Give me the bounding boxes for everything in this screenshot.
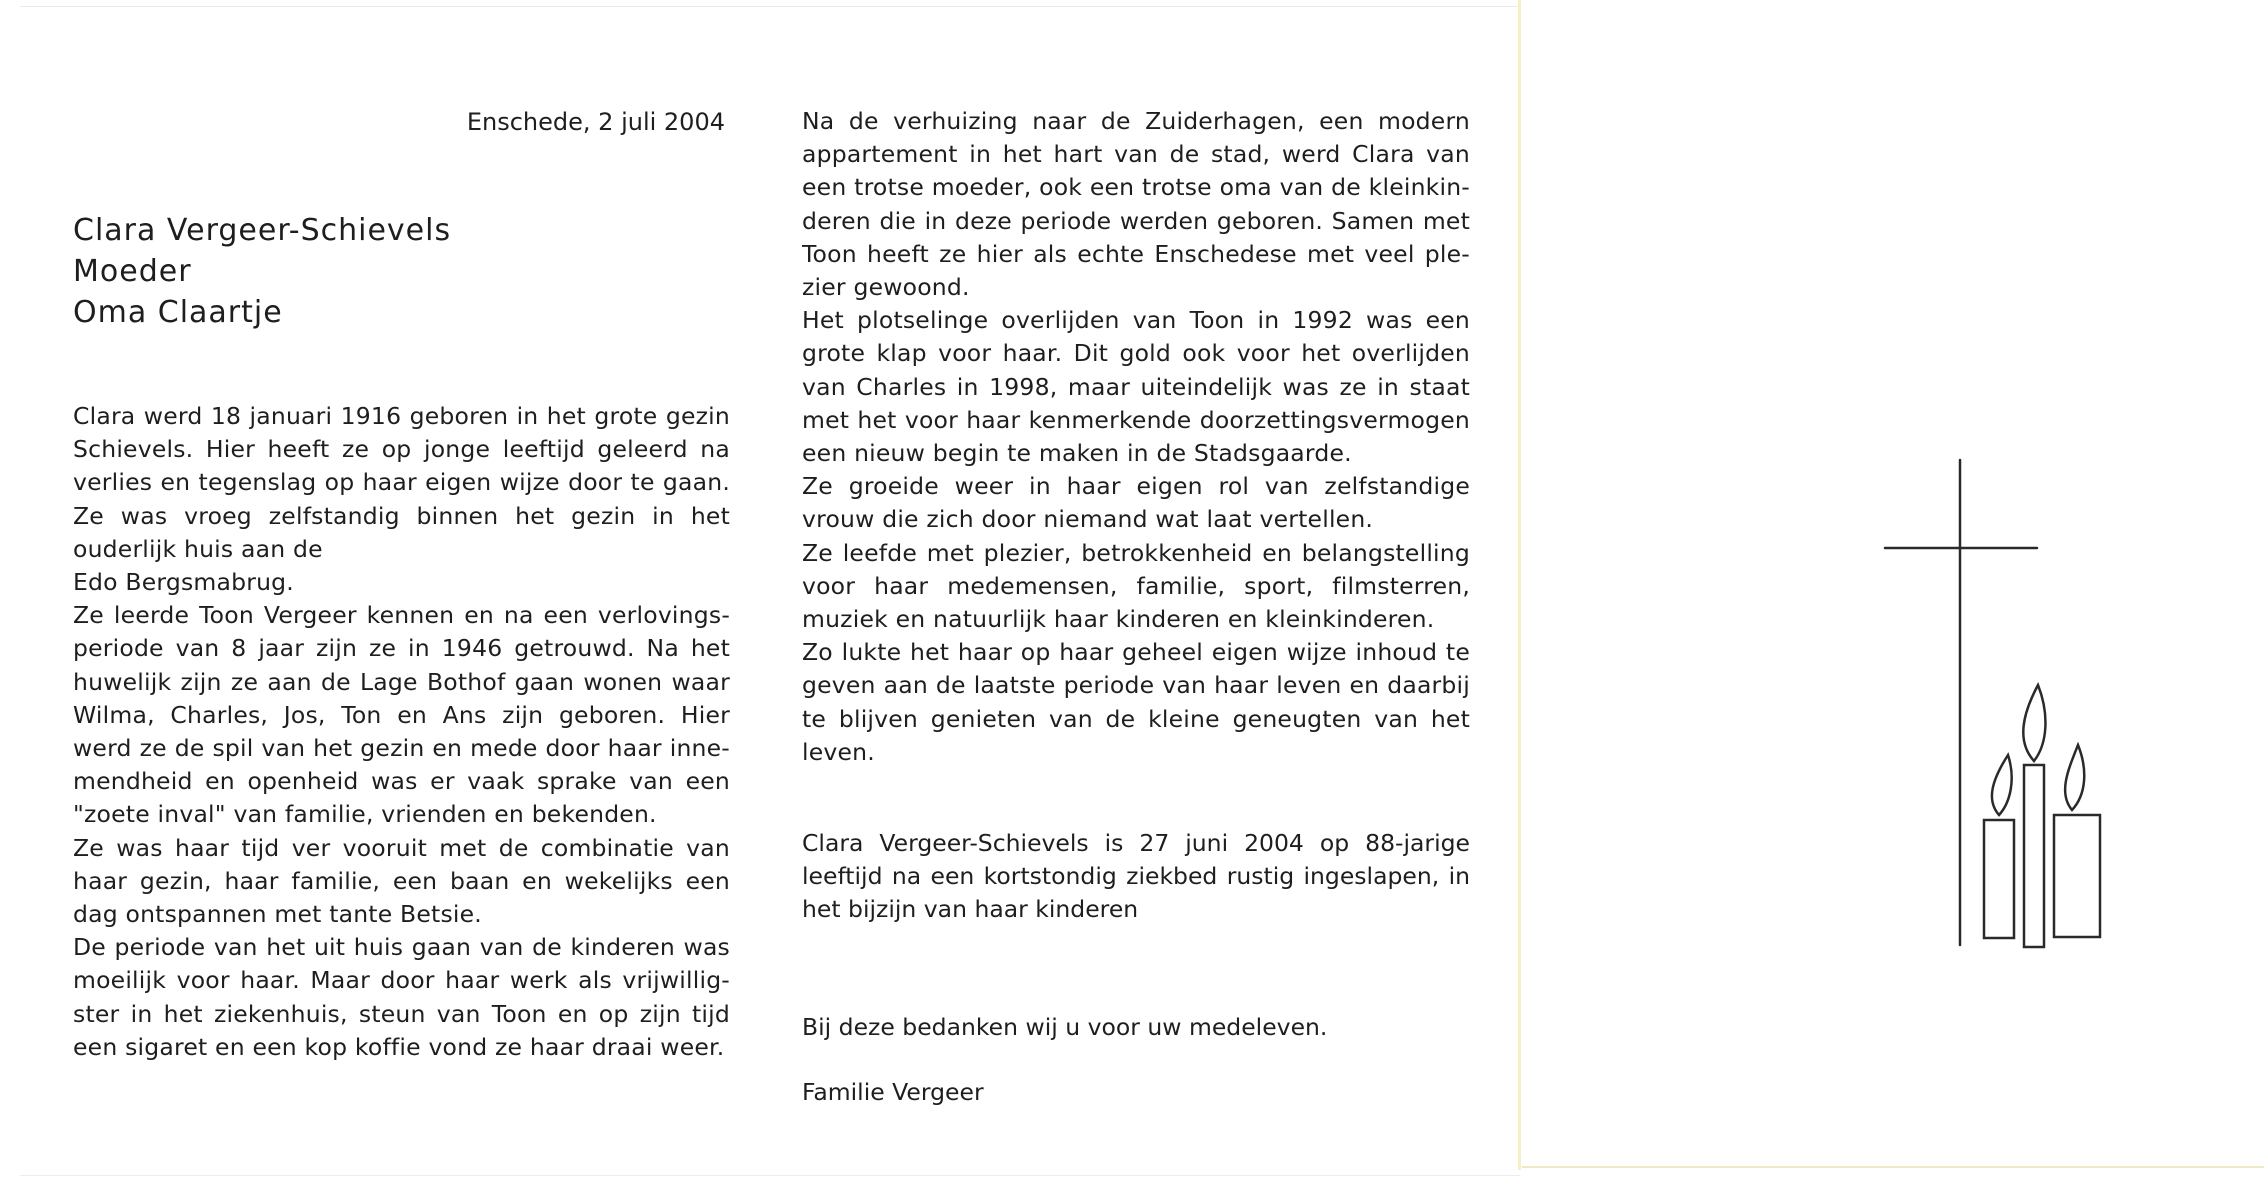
right-candle [2054,815,2100,937]
left-text-column [73,400,730,1064]
name-heading [73,210,451,333]
paragraph: Ze groeide weer in haar eigen rol van zelfstandige vrouw die zich door niemand wat laat vertellen. [802,472,1470,534]
date-line: Enschede, 2 juli 2004 [466,108,725,136]
sheet-top-edge [20,0,1520,7]
family-signature: Familie Vergeer [802,1078,984,1106]
right-flame-icon [2065,745,2084,810]
passing-announcement [802,827,1470,927]
center-flame-icon [2023,685,2045,761]
paragraph: Clara Vergeer-Schievels is 27 juni 2004 op 88-jarige leeftijd na een kortstondig ziekbed rustig ingeslapen, in het bijzijn van haar kinderen [802,829,1470,924]
fold-line [1518,0,1521,1170]
paragraph: Edo Bergsmabrug. [73,568,294,597]
paragraph: Na de verhuizing naar de Zuiderhagen, een modern appartement in het hart van de stad, werd Clara van een trotse moeder, ook een trotse oma van de kleinkin-deren die in deze periode werden geboren. Samen met Toon heeft ze hier als echte Enschedese met veel ple-zier gewoond. [802,107,1470,302]
heading-name: Clara Vergeer-Schievels [73,213,452,248]
heading-mother: Moeder [73,254,192,289]
thanks-line: Bij deze bedanken wij u voor uw medeleven. [802,1013,1328,1041]
middle-text-column [802,105,1470,769]
paragraph: Ze leerde Toon Vergeer kennen en na een verlovings-periode van 8 jaar zijn ze in 1946 getrouwd. Na het huwelijk zijn ze aan de Lage Bothof gaan wonen waar Wilma, Charles, Jos, Ton en Ans zijn geboren. Hier werd ze de spil van het gezin en mede door haar inne-mendheid en openheid was er vaak sprake van een "zoete inval" van familie, vrienden en bekenden. [73,601,730,829]
paragraph: Ze leefde met plezier, betrokkenheid en belangstelling voor haar medemensen, familie, sport, filmsterren, muziek en natuurlijk haar kinderen en kleinkinderen. [802,538,1470,634]
right-panel-edge [1522,1166,2264,1168]
heading-grandma: Oma Claartje [73,295,283,330]
paragraph: De periode van het uit huis gaan van de kinderen was moeilijk voor haar. Maar door haar werk als vrijwillig-ster in het ziekenhuis, steun van Toon en op zijn tijd een sigaret en een kop koffie vond ze haar draai weer. [73,933,730,1061]
left-flame-icon [1992,755,2012,815]
paragraph: Het plotselinge overlijden van Toon in 1992 was een grote klap voor haar. Dit gold ook voor het overlijden van Charles in 1998, maar uiteindelijk was ze in staat met het voor haar kenmerkende doorzettingsvermogen een nieuw begin te maken in de Stadsgaarde. [802,306,1470,468]
paragraph: Clara werd 18 januari 1916 geboren in het grote gezin Schievels. Hier heeft ze op jonge leeftijd geleerd na verlies en tegenslag op haar eigen wijze door te gaan. Ze was vroeg zelfstandig binnen het gezin in het ouderlijk huis aan de [73,402,730,563]
cross-candles-emblem [1880,455,2110,955]
center-candle [2024,765,2044,947]
paragraph: Zo lukte het haar op haar geheel eigen wijze inhoud te geven aan de laatste periode van haar leven en daarbij te blijven genieten van de kleine geneugten van het leven. [802,638,1470,766]
left-candle [1984,820,2014,938]
sheet-bottom-edge [20,1175,1520,1176]
paragraph: Ze was haar tijd ver vooruit met de combinatie van haar gezin, haar familie, een baan en wekelijks een dag ontspannen met tante Betsie. [73,833,730,929]
